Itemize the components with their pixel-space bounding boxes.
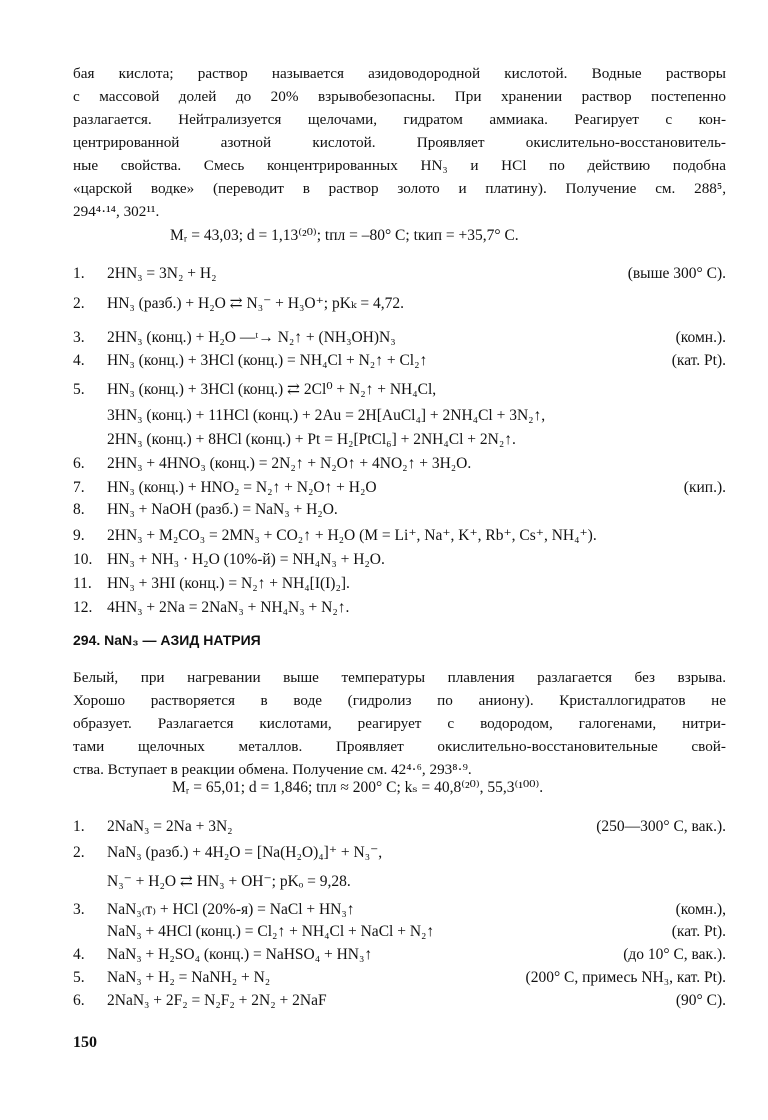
reaction-number: 9. bbox=[73, 527, 85, 544]
hn3-reaction-row bbox=[73, 498, 726, 522]
hn3-reaction-row bbox=[73, 476, 726, 500]
text-line: образует. Разлагается кислотами, реагирует с водородом, галогенами, нитри- bbox=[73, 715, 726, 732]
reaction-equation: N₃⁻ + H₂O ⇄ HN₃ + OH⁻; pKₒ = 9,28. bbox=[107, 873, 351, 890]
reaction-number: 2. bbox=[73, 295, 85, 312]
reaction-equation: 3HN₃ (конц.) + 11HCl (конц.) + 2Au = 2H[AuCl₄] + 2NH₄Cl + 3N₂↑, bbox=[107, 407, 546, 424]
reaction-number: 5. bbox=[73, 969, 85, 986]
reaction-equation: NaN₃ (разб.) + 4H₂O = [Na(H₂O)₄]⁺ + N₃⁻, bbox=[107, 844, 383, 861]
text-line: ные свойства. Смесь концентрированных HN₃ и HCl по действию подобна bbox=[73, 157, 726, 174]
hn3-reaction-row bbox=[73, 596, 726, 620]
nan3-reaction-row bbox=[73, 870, 726, 894]
reaction-number: 5. bbox=[73, 381, 85, 398]
nan3-reaction-row bbox=[73, 943, 726, 967]
hn3-reaction-row bbox=[73, 428, 726, 452]
reaction-equation: 2HN₃ (конц.) + 8HCl (конц.) + Pt = H₂[PtCl₆] + 2NH₄Cl + 2N₂↑. bbox=[107, 431, 516, 448]
reaction-condition: (комн.). bbox=[675, 329, 726, 346]
text-line: ства. Вступает в реакции обмена. Получение см. 42⁴·⁶, 293⁸·⁹. bbox=[73, 761, 472, 778]
reaction-equation: 2HN₃ + M₂CO₃ = 2MN₃ + CO₂↑ + H₂O (M = Li⁺, Na⁺, K⁺, Rb⁺, Cs⁺, NH₄⁺). bbox=[107, 527, 597, 544]
reaction-number: 10. bbox=[73, 551, 93, 568]
reaction-condition: (кат. Pt). bbox=[671, 923, 726, 940]
reaction-number: 2. bbox=[73, 844, 85, 861]
hn3-reaction-row bbox=[73, 292, 726, 316]
text-line: центрированной азотной кислотой. Проявляет окислительно-восстановитель- bbox=[73, 134, 726, 151]
reaction-equation: HN₃ (конц.) + 3HCl (конц.) = NH₄Cl + N₂↑ + Cl₂↑ bbox=[107, 352, 428, 369]
hn3-description bbox=[73, 62, 726, 223]
page-number: 150 bbox=[73, 1034, 97, 1051]
reaction-equation: 2NaN₃ = 2Na + 3N₂ bbox=[107, 818, 233, 835]
hn3-reaction-row bbox=[73, 524, 726, 548]
reaction-equation: HN₃ + NaOH (разб.) = NaN₃ + H₂O. bbox=[107, 501, 338, 518]
reaction-equation: 2NaN₃ + 2F₂ = N₂F₂ + 2N₂ + 2NaF bbox=[107, 992, 327, 1009]
reaction-equation: HN₃ + 3HI (конц.) = N₂↑ + NH₄[I(I)₂]. bbox=[107, 575, 350, 592]
nan3-reaction-row bbox=[73, 966, 726, 990]
reaction-number: 3. bbox=[73, 329, 85, 346]
reaction-condition: (кип.). bbox=[683, 479, 726, 496]
text-line: тами щелочных металлов. Проявляет окислительно-восстановительные свой- bbox=[73, 738, 726, 755]
hn3-reaction-row bbox=[73, 548, 726, 572]
text-line: Белый, при нагревании выше температуры плавления разлагается без взрыва. bbox=[73, 669, 726, 686]
reaction-equation: NaN₃ + H₂ = NaNH₂ + N₂ bbox=[107, 969, 271, 986]
hn3-reaction-row bbox=[73, 378, 726, 402]
reaction-equation: HN₃ (разб.) + H₂O ⇄ N₃⁻ + H₃O⁺; pKₖ = 4,72. bbox=[107, 295, 405, 312]
reaction-number: 12. bbox=[73, 599, 93, 616]
reaction-condition: (комн.), bbox=[675, 901, 726, 918]
reaction-number: 6. bbox=[73, 455, 85, 472]
hn3-reaction-row bbox=[73, 349, 726, 373]
hn3-reaction-row bbox=[73, 404, 726, 428]
reaction-equation: NaN₃₍т₎ + HCl (20%-я) = NaCl + HN₃↑ bbox=[107, 901, 355, 918]
reaction-condition: (90° C). bbox=[675, 992, 726, 1009]
reaction-number: 4. bbox=[73, 352, 85, 369]
text-line: Хорошо растворяется в воде (гидролиз по аниону). Кристаллогидратов не bbox=[73, 692, 726, 709]
reaction-number: 1. bbox=[73, 818, 85, 835]
reaction-equation: HN₃ (конц.) + 3HCl (конц.) ⇄ 2Cl⁰ + N₂↑ + NH₄Cl, bbox=[107, 381, 437, 398]
hn3-reaction-row bbox=[73, 262, 726, 286]
reaction-number: 1. bbox=[73, 265, 85, 282]
text-line: 294⁴·¹⁴, 302¹¹. bbox=[73, 203, 160, 220]
nan3-reaction-row bbox=[73, 989, 726, 1013]
text-line: бая кислота; раствор называется азидоводородной кислотой. Водные растворы bbox=[73, 65, 726, 82]
reaction-condition: (кат. Pt). bbox=[671, 352, 726, 369]
reaction-condition: (выше 300° C). bbox=[627, 265, 726, 282]
reaction-equation: NaN₃ + 4HCl (конц.) = Cl₂↑ + NH₄Cl + NaCl + N₂↑ bbox=[107, 923, 435, 940]
reaction-number: 6. bbox=[73, 992, 85, 1009]
nan3-properties: Mᵣ = 65,01; d = 1,846; tпл ≈ 200° C; kₛ = 40,8⁽²⁰⁾, 55,3⁽¹⁰⁰⁾. bbox=[172, 779, 544, 796]
hn3-reaction-row bbox=[73, 326, 726, 350]
reaction-number: 4. bbox=[73, 946, 85, 963]
reaction-equation: HN₃ + NH₃ · H₂O (10%-й) = NH₄N₃ + H₂O. bbox=[107, 551, 385, 568]
section-heading: 294. NaN₃ — АЗИД НАТРИЯ bbox=[73, 632, 261, 648]
hn3-reaction-row bbox=[73, 452, 726, 476]
text-line: с массовой долей до 20% взрывобезопасны. При хранении раствор постепенно bbox=[73, 88, 726, 105]
nan3-reaction-row bbox=[73, 841, 726, 865]
reaction-condition: (250—300° C, вак.). bbox=[596, 818, 726, 835]
reaction-number: 3. bbox=[73, 901, 85, 918]
reaction-equation: HN₃ (конц.) + HNO₂ = N₂↑ + N₂O↑ + H₂O bbox=[107, 479, 377, 496]
reaction-equation: 2HN₃ (конц.) + H₂O —ᵗ→ N₂↑ + (NH₃OH)N₃ bbox=[107, 329, 396, 346]
nan3-description bbox=[73, 666, 726, 781]
reaction-number: 8. bbox=[73, 501, 85, 518]
reaction-condition: (200° C, примесь NH₃, кат. Pt). bbox=[525, 969, 726, 986]
nan3-reaction-row bbox=[73, 815, 726, 839]
text-line: «царской водке» (переводит в раствор золото и платину). Получение см. 288⁵, bbox=[73, 180, 726, 197]
hn3-reaction-row bbox=[73, 572, 726, 596]
reaction-number: 7. bbox=[73, 479, 85, 496]
reaction-equation: NaN₃ + H₂SO₄ (конц.) = NaHSO₄ + HN₃↑ bbox=[107, 946, 373, 963]
reaction-equation: 4HN₃ + 2Na = 2NaN₃ + NH₄N₃ + N₂↑. bbox=[107, 599, 350, 616]
text-line: разлагается. Нейтрализуется щелочами, гидратом аммиака. Реагирует с кон- bbox=[73, 111, 726, 128]
reaction-equation: 2HN₃ + 4HNO₃ (конц.) = 2N₂↑ + N₂O↑ + 4NO₂↑ + 3H₂O. bbox=[107, 455, 472, 472]
hn3-properties: Mᵣ = 43,03; d = 1,13⁽²⁰⁾; tпл = –80° C; tкип = +35,7° C. bbox=[170, 227, 519, 244]
reaction-equation: 2HN₃ = 3N₂ + H₂ bbox=[107, 265, 217, 282]
nan3-reaction-row bbox=[73, 898, 726, 922]
reaction-condition: (до 10° C, вак.). bbox=[623, 946, 726, 963]
nan3-reaction-row bbox=[73, 920, 726, 944]
reaction-number: 11. bbox=[73, 575, 92, 592]
